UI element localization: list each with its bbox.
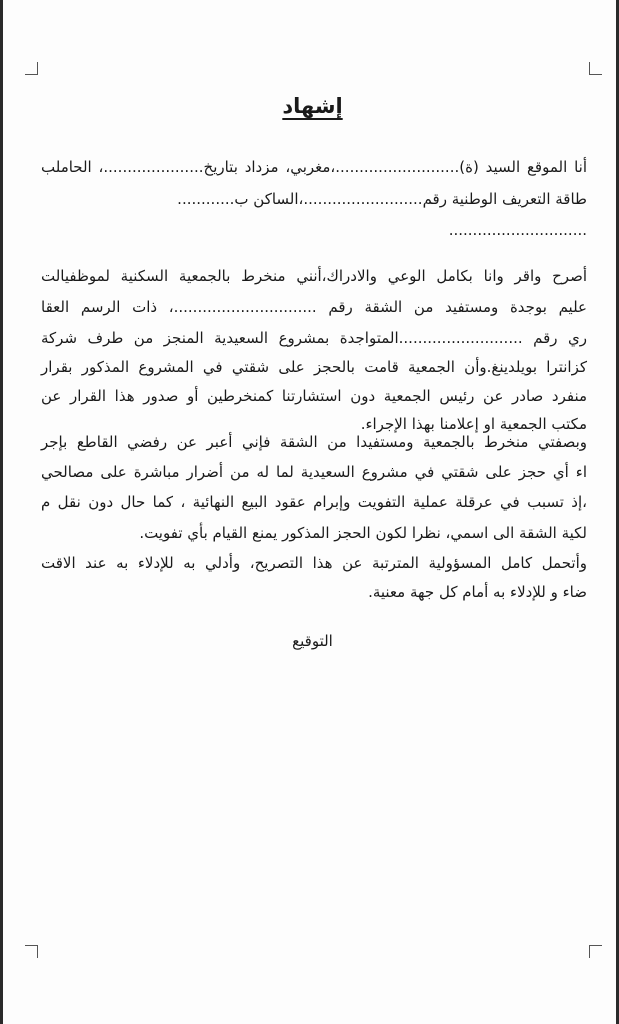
corner-mark-top-right: [589, 62, 602, 75]
paragraph-line: منفرد صادر عن رئيس الجمعية دون استشارتنا كمنخرطين أو صدور هذا القرار عن: [41, 387, 587, 405]
paragraph-line: مكتب الجمعية او إعلامنا بهذا الإجراء.: [360, 415, 587, 433]
header-line: طاقة التعريف الوطنية رقم.........................،الساكن ب............: [177, 190, 587, 208]
paragraph-line: ضاء و للإدلاء به أمام كل جهة معنية.: [368, 583, 587, 601]
corner-mark-bottom-left: [25, 945, 38, 958]
paragraph-line: ري رقم ..........................المتواجدة بمشروع السعيدية المنجز من طرف شركة: [41, 329, 587, 347]
paragraph-line: كزانترا بويلدينغ.وأن الجمعية قامت بالحجز على شقتي في المشروع المذكور بقرار: [41, 358, 587, 376]
paragraph-line: اء أي حجز على شقتي في مشروع السعيدية لما له من أضرار مباشرة على مصالحي: [41, 463, 587, 481]
header-line: .............................: [448, 221, 587, 239]
paragraph-line: ،إذ تسبب في عرقلة عملية التفويت وإبرام عقود البيع النهائية ، كما حال دون نقل م: [41, 493, 587, 511]
corner-mark-bottom-right: [589, 945, 602, 958]
corner-mark-top-left: [25, 62, 38, 75]
signature-label: التوقيع: [292, 632, 333, 650]
document-title: إشهاد: [282, 94, 343, 118]
paragraph-line: عليم بوجدة ومستفيد من الشقة رقم ..............................، ذات الرسم العقا: [41, 298, 587, 316]
header-line: أنا الموقع السيد (ة)..........................،مغربي، مزداد بتاريخ.....................، الحاملب: [41, 158, 587, 176]
paragraph-line: لكية الشقة الى اسمي، نظرا لكون الحجز المذكور يمنع القيام بأي تفويت.: [139, 524, 587, 542]
paragraph-line: وبصفتي منخرط بالجمعية ومستفيدا من الشقة فإني أعبر عن رفضي القاطع بإجر: [41, 433, 587, 451]
paragraph-line: أصرح واقر وانا بكامل الوعي والادراك،أنني منخرط بالجمعية السكنية لموظفيالت: [41, 267, 587, 285]
paragraph-line: وأتحمل كامل المسؤولية المترتبة عن هذا التصريح، وأدلي به للإدلاء به عند الاقت: [41, 554, 587, 572]
